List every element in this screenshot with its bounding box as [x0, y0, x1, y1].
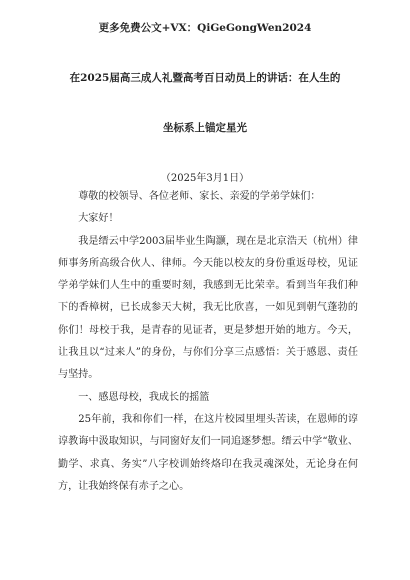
- hello-paragraph: 大家好！: [78, 213, 119, 225]
- speech-title: 在2025届高三成人礼暨高考百日动员上的讲话：在人生的: [69, 72, 341, 84]
- section-heading-gratitude: 一、感恩母校，我成长的摇篮: [78, 391, 210, 403]
- gratitude-paragraph: 25年前，我和你们一样，在这片校园里埋头苦读，在恩师的谆谆教诲中汲取知识，与同窗好友们一同追逐梦想。缙云中学“敬业、勤学、求真、务实”八字校训始终烙印在我灵魂深处，无论身在何方，让我始终保有赤子之心。: [58, 413, 358, 492]
- introduction-paragraph: 我是缙云中学2003届毕业生陶灏，现在是北京浩天（杭州）律师事务所高级合伙人、律师。今天能以校友的身份重返母校，见证学弟学妹们人生中的重要时刻，我感到无比荣幸。看到当年我们种下的香樟树，已长成参天大树，我无比欣喜，一如见到朝气蓬勃的你们！母校于我，是青春的见证者，更是梦想开始的地方。今天，让我且以“过来人”的身份，与你们分享三点感悟：关于感恩、责任与坚持。: [58, 235, 358, 381]
- speech-subtitle: 坐标系上锚定星光: [163, 122, 247, 134]
- speech-body: [58, 186, 358, 498]
- speech-date: （2025年3月1日）: [160, 173, 250, 184]
- header-note: 更多免费公文+VX：QiGeGongWen2024: [98, 22, 312, 34]
- greeting-paragraph: 尊敬的校领导、各位老师、家长、亲爱的学弟学妹们：: [78, 191, 321, 202]
